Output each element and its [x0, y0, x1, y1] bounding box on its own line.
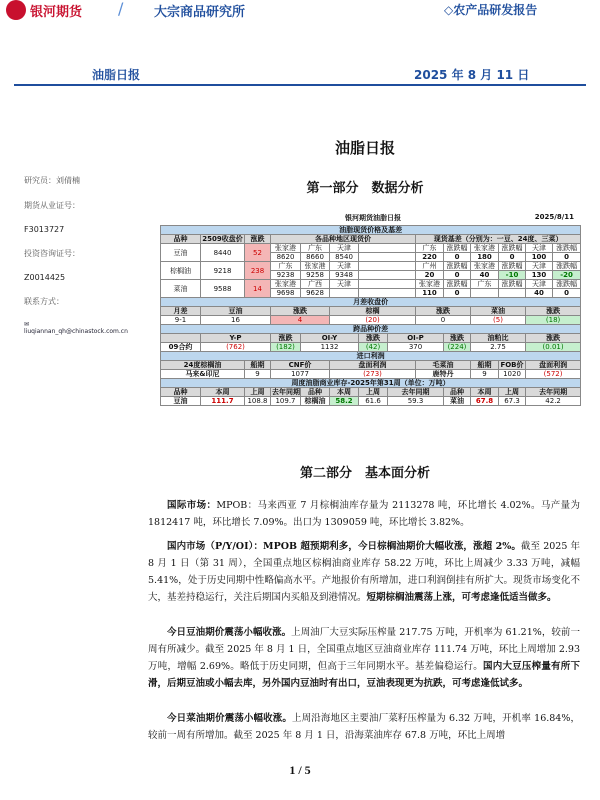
palm-change: 238 [245, 262, 271, 280]
section-month-header: 月差收盘价 [161, 298, 581, 307]
soy-city: 张家港 [271, 244, 301, 253]
spacer [359, 280, 416, 289]
table-row [161, 244, 581, 253]
col-basis: 现货基差（分别为：一豆、24度、三菜） [416, 235, 581, 244]
table-date: 2025/8/11 [534, 213, 574, 221]
soy-bval: 0 [444, 253, 471, 262]
month-col: 豆油 [201, 307, 271, 316]
band-date: 2025 年 8 月 11 日 [414, 68, 530, 82]
stock-col: 本周 [201, 388, 245, 397]
rape-bval: 110 [416, 289, 444, 298]
rape-city: 天津 [330, 280, 359, 289]
spread-val: (0.01) [526, 343, 581, 352]
import-val: 鹿特丹 [416, 370, 471, 379]
palm-bval: 40 [471, 271, 499, 280]
soy-price: 8660 [301, 253, 330, 262]
spacer [359, 289, 416, 298]
import-val: 1077 [271, 370, 330, 379]
soy-price: 8540 [330, 253, 359, 262]
palm-bval: 0 [444, 271, 471, 280]
institute-name: 大宗商品研究所 [154, 5, 246, 20]
stock-val: 58.2 [330, 397, 359, 406]
rape-bcity: 涨跌幅 [553, 280, 581, 289]
col-region-price: 各品种地区现货价 [271, 235, 416, 244]
stock-val: 豆油 [161, 397, 201, 406]
import-col: FOB价 [500, 361, 524, 369]
section-spot-header: 油脂现货价格及基差 [161, 226, 581, 235]
rape-city: 广西 [301, 280, 330, 289]
contact-label: 联系方式： [24, 297, 64, 306]
license-label: 期货从业证号： [24, 201, 80, 210]
report-category: ◇农产品研发报告 [444, 3, 538, 17]
para-body: 上周油厂大豆实际压榨量 217.75 万吨，开机率为 61.21%，较前一周有所减少。截至 2025 年 8 月 1 日，全国重点地区豆油商业库存 111.74 万吨，环比上周增加 2.93 万吨，增幅 2.69%。略低于历史同期，但高于三年同期水平。基差偏稳运行。 [148, 627, 580, 672]
table-title: 银河期货油脂日报 [345, 214, 401, 222]
data-table-wrapper [160, 213, 580, 406]
section-1-heading: 第一部分 数据分析 [306, 181, 424, 196]
spacer [359, 253, 416, 262]
consult-label: 投资咨询证号： [24, 249, 80, 258]
month-val: 4 [271, 316, 330, 325]
palm-bcity: 张家港 [471, 262, 499, 271]
import-col: 毛菜油 [416, 361, 471, 370]
stock-val: 菜油 [444, 397, 471, 406]
para-lead: 国际市场： [167, 500, 217, 511]
rape-bval: 0 [553, 289, 581, 298]
rape-bcity: 张家港 [416, 280, 444, 289]
rape-bcity: 广东 [471, 280, 499, 289]
spread-col: 涨跌 [444, 334, 471, 343]
soy-bval: 180 [471, 253, 499, 262]
import-val: (273) [330, 370, 416, 379]
spread-val: 1132 [301, 343, 359, 352]
rape-bcity: 涨跌幅 [499, 280, 526, 289]
stock-val: 108.8 [245, 397, 271, 406]
month-col: 菜油 [471, 307, 526, 316]
para-conclusion: 短期棕榈油震荡上涨，可考虑逢低适当做多。 [366, 592, 557, 603]
stock-val: 109.7 [271, 397, 301, 406]
month-col: 涨跌 [271, 307, 330, 316]
table-row [161, 397, 581, 406]
import-col: 船期 [245, 361, 271, 370]
palm-bval: 130 [526, 271, 553, 280]
rape-bval [499, 289, 526, 298]
stock-val: 67.3 [499, 397, 526, 406]
spread-val: 370 [388, 343, 444, 352]
spread-col: 涨跌 [526, 334, 581, 343]
table-row [161, 280, 581, 289]
palm-bcity: 广州 [416, 262, 444, 271]
import-col: 盘面利润 [526, 361, 581, 370]
spread-row-label: 09合约 [161, 343, 201, 352]
soy-bval: 0 [553, 253, 581, 262]
stock-col: 上周 [499, 388, 526, 397]
paragraph-palm [148, 538, 580, 606]
palm-price: 9238 [271, 271, 301, 280]
palm-bcity: 涨跌幅 [499, 262, 526, 271]
email-link[interactable]: ✉ liuqiannan_qh@chinastock.com.cn [24, 321, 128, 335]
spread-val: 2.75 [471, 343, 526, 352]
import-col: 盘面利润 [330, 361, 416, 370]
spread-val: (762) [201, 343, 271, 352]
table-row [161, 316, 581, 325]
rape-price: 9628 [301, 289, 330, 298]
stock-col: 本周 [330, 388, 359, 397]
table-row [161, 388, 581, 397]
import-col: CNF价 [271, 361, 330, 370]
import-val: 9 [245, 370, 271, 379]
palm-bcity: 涨跌幅 [553, 262, 581, 271]
stock-col: 上周 [359, 388, 388, 397]
para-lead: 今日豆油期价震荡小幅收涨。 [167, 627, 292, 638]
section-import-header: 进口利润 [161, 352, 581, 361]
rape-price: 9698 [271, 289, 301, 298]
soy-bcity: 涨跌幅 [444, 244, 471, 253]
soy-bcity: 天津 [526, 244, 553, 253]
palm-bcity: 天津 [526, 262, 553, 271]
rape-bcity: 天津 [526, 280, 553, 289]
spacer [359, 244, 416, 253]
month-val: 16 [201, 316, 271, 325]
section-stock-header: 周度油脂商业库存-2025年第31周（单位：万吨） [161, 379, 581, 388]
rape-bval [471, 289, 499, 298]
spread-val: (224) [444, 343, 471, 352]
page-number: 1 / 5 [289, 763, 311, 777]
researcher-name: 研究员：刘倩楠 [24, 176, 80, 185]
stock-col: 去年同期 [526, 388, 581, 397]
stock-val: 59.3 [388, 397, 444, 406]
stock-col: 去年同期 [272, 388, 300, 396]
header-slash: / [118, 0, 124, 18]
spread-col: 涨跌 [359, 334, 388, 343]
top-header [0, 0, 600, 22]
rape-name: 菜油 [161, 280, 201, 298]
month-col: 涨跌 [416, 307, 471, 316]
palm-price: 9258 [301, 271, 330, 280]
soy-name: 豆油 [161, 244, 201, 262]
soy-city: 广东 [301, 244, 330, 253]
rape-bval: 40 [526, 289, 553, 298]
soy-bcity: 涨跌幅 [499, 244, 526, 253]
month-col: 涨跌 [526, 307, 581, 316]
palm-city: 天津 [330, 262, 359, 271]
table-row [161, 334, 581, 343]
stock-col: 品种 [301, 388, 330, 397]
stock-col: 上周 [245, 388, 271, 397]
stock-col: 本周 [471, 388, 499, 397]
para-body: 截至 2025 年 8 月 1 日（第 31 周），全国重点地区棕榈油商业库存 58.22 万吨，环比上周减少 3.33 万吨，减幅 5.41%，处于历史同期中性略偏高水平。产地报价有所增加，进口利润倒挂有所扩大。现货市场变化不大，基差持稳运行，关注后期国内买船及到港情况。 [148, 541, 580, 603]
para-lead: 今日菜油期价震荡小幅收涨。 [167, 713, 293, 724]
spacer [359, 262, 416, 271]
rape-price [330, 289, 359, 298]
month-val: (5) [471, 316, 526, 325]
stock-col: 去年同期 [388, 388, 444, 397]
import-col: 24度棕榈油 [161, 361, 245, 370]
spread-col: Y-P [201, 334, 271, 343]
rape-close: 9588 [201, 280, 245, 298]
palm-bcity: 涨跌幅 [444, 262, 471, 271]
band-report-name: 油脂日报 [92, 68, 141, 82]
soy-close: 8440 [201, 244, 245, 262]
import-val: 马来&印尼 [161, 370, 245, 379]
oil-data-table [160, 225, 581, 406]
table-row [161, 262, 581, 271]
palm-name: 棕榈油 [161, 262, 201, 280]
author-sidebar [24, 175, 134, 349]
month-val: 9-1 [161, 316, 201, 325]
month-col: 月差 [161, 307, 201, 316]
rape-bval: 0 [444, 289, 471, 298]
spread-col: 油粕比 [471, 334, 526, 343]
month-val: (20) [330, 316, 416, 325]
spread-corner [161, 334, 201, 343]
license-number: F3013727 [24, 225, 65, 234]
spread-val: (182) [271, 343, 301, 352]
soy-bval: 0 [499, 253, 526, 262]
soy-bcity: 广东 [416, 244, 444, 253]
soy-bval: 220 [416, 253, 444, 262]
spread-col: OI-P [388, 334, 444, 343]
company-logo-icon [6, 0, 26, 20]
soy-city: 天津 [330, 244, 359, 253]
rape-city: 张家港 [271, 280, 301, 289]
month-val: (18) [526, 316, 581, 325]
table-row [161, 361, 581, 370]
stock-col: 品种 [444, 388, 471, 397]
table-row [161, 343, 581, 352]
import-val: 9 [471, 370, 499, 379]
para-lead: 国内市场（P/Y/OI）：MPOB 超预期利多，今日棕榈油期价大幅收涨，涨超 2%。 [167, 541, 521, 552]
stock-val: 棕榈油 [301, 397, 330, 406]
stock-val: 111.7 [201, 397, 245, 406]
paragraph-rapeseed [148, 710, 580, 744]
palm-bval: -10 [499, 271, 526, 280]
soy-price: 8620 [271, 253, 301, 262]
stock-val: 61.6 [359, 397, 388, 406]
import-val: (572) [526, 370, 581, 379]
spacer [359, 271, 416, 280]
table-row [161, 307, 581, 316]
paragraph-international [148, 497, 580, 531]
col-close: 2509收盘价 [202, 235, 243, 243]
spread-col: OI-Y [301, 334, 359, 343]
rape-change: 14 [245, 280, 271, 298]
paragraph-soy [148, 624, 580, 692]
stock-col: 品种 [161, 388, 201, 397]
stock-val: 42.2 [526, 397, 581, 406]
spread-col: 涨跌 [271, 334, 301, 343]
spread-val: (42) [359, 343, 388, 352]
report-title: 油脂日报 [334, 139, 395, 157]
month-col: 棕榈 [330, 307, 416, 316]
soy-change: 52 [245, 244, 271, 262]
import-val: 1020 [499, 370, 526, 379]
brand-name: 银河期货 [30, 5, 83, 20]
para-body: MPOB：马来西亚 7 月棕榈油库存量为 2113278 吨，环比增长 4.02%。马产量为 1812417 吨，环比增长 7.09%。出口为 1309059 吨，环比增长 3.82%。 [148, 500, 580, 528]
import-col: 船期 [471, 361, 499, 370]
month-val: 0 [416, 316, 471, 325]
palm-bval: -20 [553, 271, 581, 280]
soy-bcity: 涨跌幅 [553, 244, 581, 253]
section-2-heading: 第二部分 基本面分析 [299, 466, 430, 481]
band-divider [14, 84, 586, 86]
palm-close: 9218 [201, 262, 245, 280]
palm-price: 9348 [330, 271, 359, 280]
palm-bval: 20 [416, 271, 444, 280]
palm-city: 张家港 [301, 262, 330, 271]
table-row [161, 370, 581, 379]
email-address[interactable]: liuqiannan_qh@chinastock.com.cn [24, 328, 128, 335]
table-caption [160, 213, 580, 225]
para-body: 上周沿海地区主要油厂菜籽压榨量为 6.32 万吨，开机率 16.84%，较前一周有所增加。截至 2025 年 8 月 1 日，沿海菜油库存 67.8 万吨，环比上周增 [148, 713, 580, 741]
stock-val: 67.8 [471, 397, 499, 406]
soy-bcity: 张家港 [471, 244, 499, 253]
rape-bcity: 涨跌幅 [444, 280, 471, 289]
consult-number: Z0014425 [24, 273, 66, 282]
section-spread-header: 跨品种价差 [161, 325, 581, 334]
col-product: 品种 [161, 235, 201, 244]
soy-bval: 100 [526, 253, 553, 262]
palm-city: 广东 [271, 262, 301, 271]
col-change: 涨跌 [245, 235, 271, 244]
para-conclusion: 国内大豆压榨量有所下滑，后期豆油或小幅去库，另外国内豆油时有出口，豆油表现更为抗跌，可考虑逢低试多。 [148, 661, 580, 689]
title-band [0, 60, 600, 86]
